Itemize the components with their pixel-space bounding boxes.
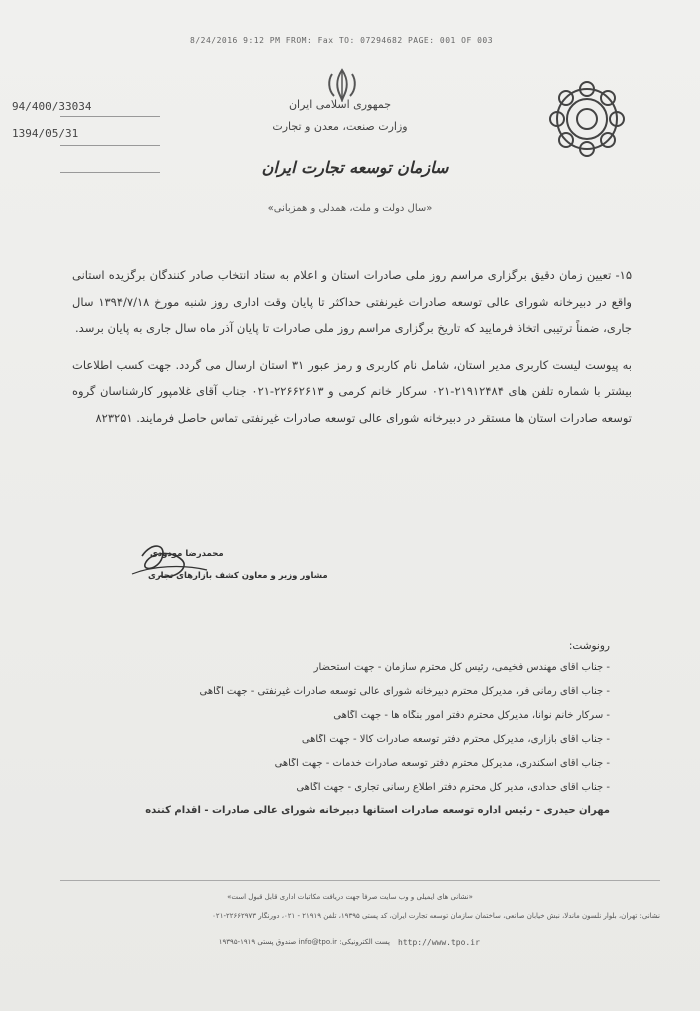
- year-motto: «سال دولت و ملت، همدلی و همزبانی»: [267, 203, 433, 214]
- footer-note: «نشانی های ایمیلی و وب سایت صرفاً جهت دریافت مکاتبات اداری قابل قبول است»: [227, 893, 473, 901]
- ministry-name: وزارت صنعت، معدن و تجارت: [272, 120, 408, 133]
- cc-item: مهران حیدری - رئیس اداره توسعه صادرات استانها دبیرخانه شورای عالی صادرات - اقدام کننده: [145, 805, 610, 816]
- attachment-line: [60, 172, 160, 173]
- cc-item: - جناب آقای بازاری، مدیرکل محترم دفتر توسعه صادرات کالا - جهت آگاهی: [301, 734, 610, 745]
- fax-header: 8/24/2016 9:12 PM FROM: Fax TO: 07294682 PAGE: 001 OF 003: [190, 36, 494, 45]
- footer-contact: پست الکترونیکی: info@tpo.ir صندوق پستی ۱۹۱۹-۱۹۳۹۵: [218, 938, 390, 946]
- body-paragraph-2: به پیوست لیست کاربری مدیر استان، شامل نام کاربری و رمز عبور ۳۱ استان ارسال می گردد. جهت کسب اطلاعات بیشتر با شماره تلفن های ۲۱۹۱۲۴۸۴-۰۲۱ سرکار خانم کرمی و ۲۲۶۶۲۶۱۳-۰۲۱ جناب آقای غلامپور کارشناسان گروه توسعه صادرات استان ها مستقر در دبیرخانه شورای عالی توسعه صادرات غیرنفتی تماس حاصل فرمایند. ۸۲۳۲۵۱: [72, 357, 632, 425]
- cc-label: رونوشت:: [568, 640, 610, 652]
- footer-website: http://www.tpo.ir: [398, 938, 480, 947]
- signatory-name: محمدرضا مودودی: [150, 549, 224, 559]
- cc-item: - جناب آقای اسکندری، مدیرکل محترم دفتر توسعه صادرات خدمات - جهت آگاهی: [274, 758, 610, 769]
- cc-item: - سرکار خانم نوانا، مدیرکل محترم دفتر امور بنگاه ها - جهت آگاهی: [333, 710, 610, 721]
- reference-number-line: [60, 116, 160, 117]
- organization-name: سازمان توسعه تجارت ایران: [261, 158, 449, 177]
- cc-item: - جناب آقای رمانی فر، مدیرکل محترم دبیرخانه شورای عالی توسعه صادرات غیرنفتی - جهت آگاهی: [199, 686, 610, 697]
- body-paragraph-1: ۱۵- تعیین زمان دقیق برگزاری مراسم روز ملی صادرات استان و اعلام به ستاد انتخاب صادر کنندگان برگزیده استانی واقع در دبیرخانه شورای عالی توسعه صادرات غیرنفتی حداکثر تا پایان وقت اداری روز شنبه مورخ ۱۳۹۴/۷/۱۸ سال جاری، ضمناً ترتیبی اتخاذ فرمایید که تاریخ برگزاری مراسم روز ملی صادرات تا پایان آذر ماه سال جاری به پایان برسد.: [72, 268, 632, 335]
- cc-item: - جناب آقای حدادی، مدیر کل محترم دفتر اطلاع رسانی تجاری - جهت آگاهی: [296, 782, 610, 793]
- letterhead-ministry: [240, 96, 440, 136]
- letter-body: [72, 262, 632, 431]
- footer-divider: [60, 880, 660, 881]
- cc-item: - جناب آقای مهندس فخیمی، رئیس کل محترم سازمان - جهت استحضار: [313, 662, 610, 673]
- reference-date-line: [60, 145, 160, 146]
- signatory-title: مشاور وزیر و معاون کشف بازارهای تجاری: [148, 571, 328, 581]
- organization-logo-icon: [548, 80, 626, 158]
- reference-date: 1394/05/31: [12, 127, 79, 140]
- republic-name: جمهوری اسلامی ایران: [288, 98, 392, 111]
- reference-number: 94/400/33034: [12, 100, 92, 113]
- footer-address: نشانی: تهران، بلوار نلسون ماندلا، نبش خیابان صانعی، ساختمان سازمان توسعه تجارت ایران، کد پستی ۱۹۳۹۵، تلفن ۲۱۹۱۹ - ۰۲۱، دورنگار ۲۲۶۶۲۹۷۳-۰۲۱: [212, 912, 660, 920]
- handwritten-signature: [112, 536, 242, 596]
